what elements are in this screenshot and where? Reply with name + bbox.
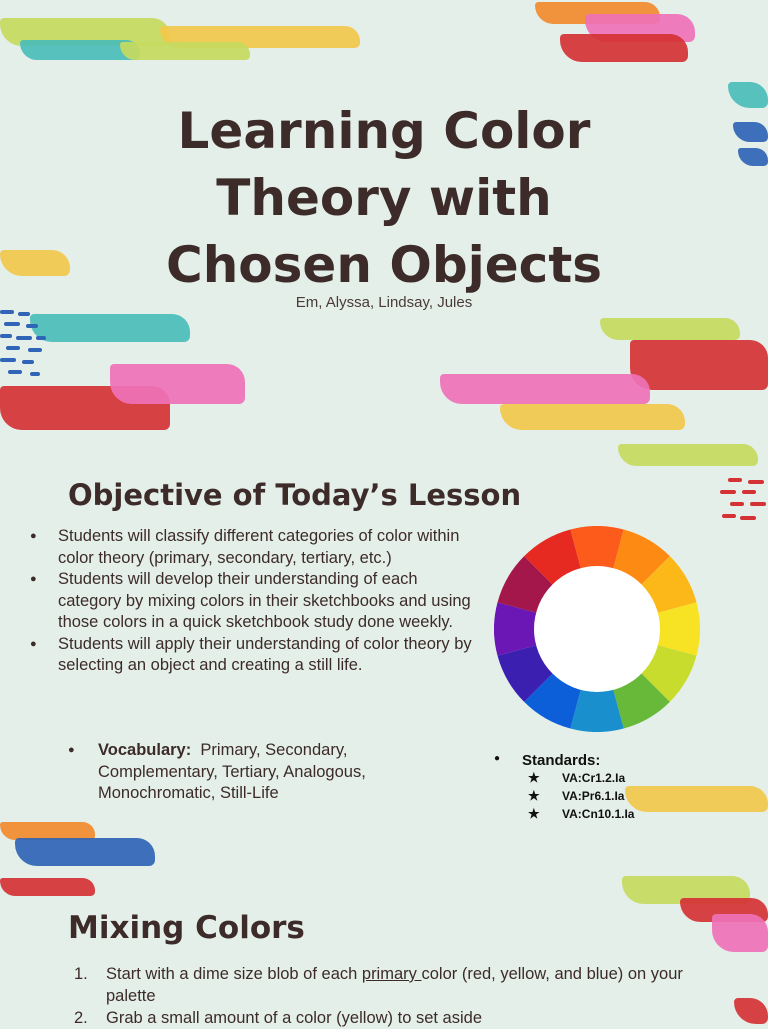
page-title: [0, 98, 768, 299]
vocabulary-text: Primary, Secondary, Complementary, Tertiary, Analogous, Monochromatic, Still-Life: [98, 741, 366, 802]
mixing-heading: Mixing Colors: [68, 910, 305, 946]
list-item: ● Students will classify different categories of color within color theory (primary, secondary, tertiary, etc.): [30, 526, 475, 569]
vocabulary-label: Vocabulary:: [98, 741, 192, 759]
standards-label: ● Standards:: [494, 752, 634, 769]
title-line: Learning Color: [177, 102, 591, 160]
bullet-icon: ●: [68, 744, 75, 756]
vocabulary: [68, 740, 428, 805]
authors: Em, Alyssa, Lindsay, Jules: [295, 294, 473, 311]
objective-list: [30, 526, 475, 677]
standards: [494, 752, 634, 823]
step-text: color (red, yellow, and blue) on your palette: [106, 965, 683, 1005]
step-text: Grab a small amount of a color (yellow) to set aside: [106, 1009, 482, 1027]
step-number: 2.: [74, 1009, 88, 1027]
step-number: 1.: [74, 965, 88, 983]
title-line: Theory with: [216, 169, 552, 227]
standard-item: ★ VA:Cr1.2.Ia: [494, 769, 634, 787]
list-item: ● Students will apply their understanding of color theory by selecting an object and creating a still life.: [30, 634, 475, 677]
standard-item: ★ VA:Cn10.1.Ia: [494, 805, 634, 823]
title-line: Chosen Objects: [166, 236, 602, 294]
list-item: ● Students will develop their understanding of each category by mixing colors in their sketchbooks and using those colors in a quick sketchbook study done weekly.: [30, 569, 475, 634]
list-item: [68, 963, 688, 1007]
step-text: Start with a dime size blob of each: [106, 965, 362, 983]
standard-item: ★ VA:Pr6.1.Ia: [494, 787, 634, 805]
objective-heading: Objective of Today’s Lesson: [68, 478, 522, 512]
step-underlined-term: primary: [361, 965, 422, 983]
color-wheel-image: [494, 526, 700, 732]
mixing-steps: [68, 963, 688, 1029]
list-item: [68, 1007, 688, 1029]
